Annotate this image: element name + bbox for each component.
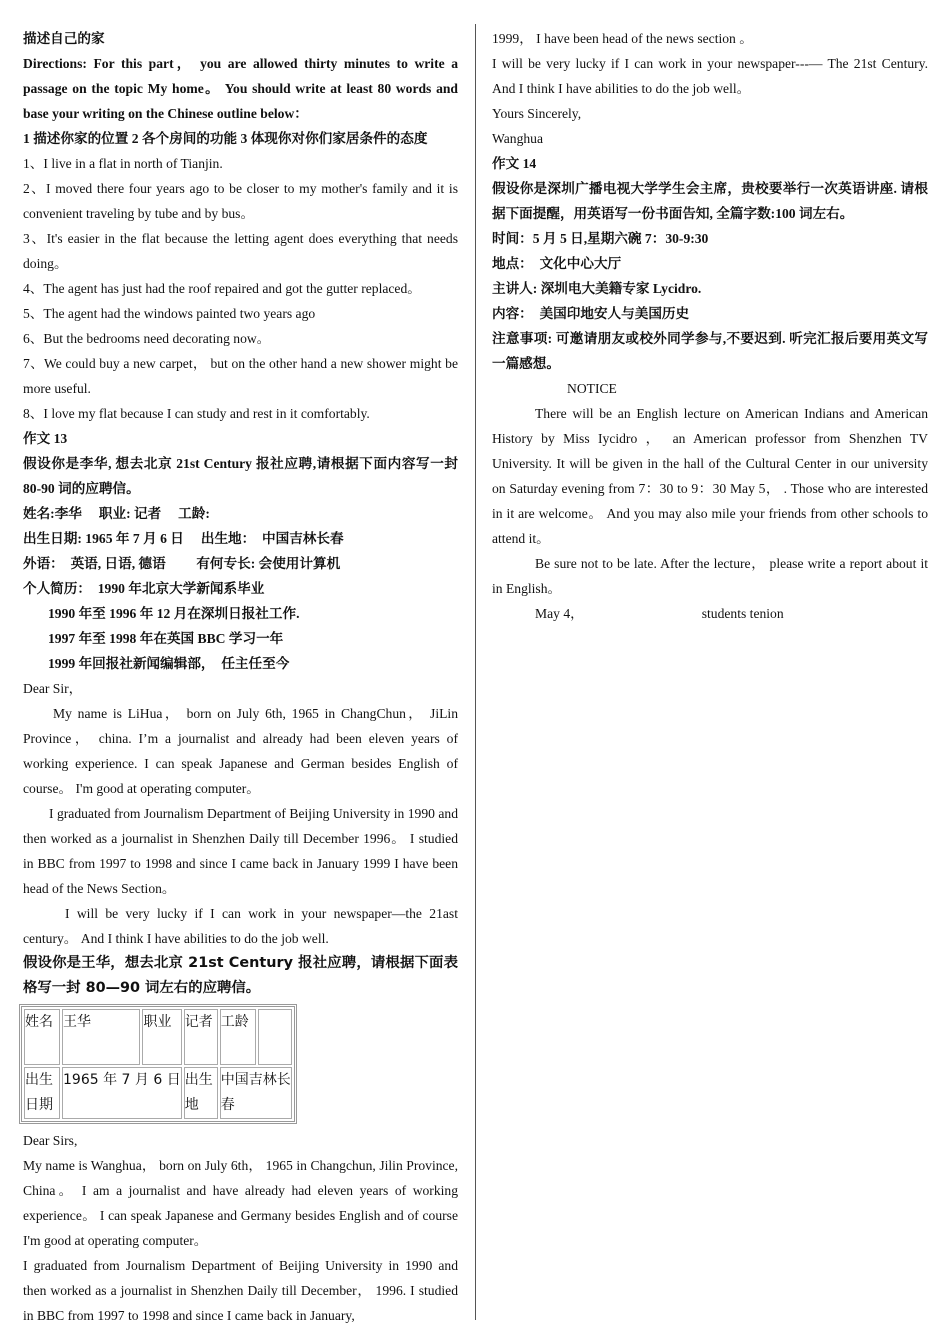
table-cell: 职业 bbox=[142, 1009, 181, 1065]
letter-paragraph: I will be very lucky if I can work in your newspaper—the 21ast century。 And I think I have abilities to do the job well. bbox=[23, 906, 458, 946]
info-line: 个人简历： 1990 年北京大学新闻系毕业 bbox=[23, 581, 265, 596]
table-cell: 记者 bbox=[184, 1009, 218, 1065]
closing: Yours Sincerely, bbox=[492, 106, 582, 121]
letter-paragraph: I graduated from Journalism Department of Beijing University in 1990 and then worked as a journalist in Shenzhen Daily till December， 1996. I studied in BBC from 1997 to 1998 and since I came back in January, bbox=[23, 1258, 458, 1323]
list-item: 3、It's easier in the flat because the letting agent does everything that needs doing。 bbox=[23, 231, 458, 271]
section-heading: 描述自己的家 bbox=[23, 31, 105, 46]
event-notes: 注意事项: 可邀请朋友或校外同学参与,不要迟到. 听完汇报后要用英文写一篇感想。 bbox=[492, 331, 928, 371]
notice-signoff bbox=[492, 601, 928, 626]
table-cell: 王华 bbox=[62, 1009, 140, 1065]
info-table bbox=[19, 1004, 297, 1124]
directions: Directions: For this part， you are allowed thirty minutes to write a passage on the topic My home。 You should write at least 80 words and base your writing on the Chinese outline below： bbox=[23, 56, 458, 121]
info-line: 外语： 英语, 日语, 德语 有何专长: 会使用计算机 bbox=[23, 556, 341, 571]
table-row bbox=[24, 1067, 292, 1119]
event-speaker: 主讲人: 深圳电大美籍专家 Lycidro. bbox=[492, 281, 702, 296]
signoff-name: students tenion bbox=[701, 606, 784, 621]
letter-continuation: I will be very lucky if I can work in your newspaper---— The 21st Century. And I think I have abilities to do the job well。 bbox=[492, 56, 928, 96]
table-cell: 出生地 bbox=[184, 1067, 218, 1119]
essay-title: 作文 14 bbox=[492, 156, 537, 171]
event-time: 时间：5 月 5 日,星期六碗 7：30-9:30 bbox=[492, 231, 709, 246]
essay-title: 作文 13 bbox=[23, 431, 68, 446]
table-cell: 1965 年 7 月 6 日 bbox=[62, 1067, 182, 1119]
outline: 1 描述你家的位置 2 各个房间的功能 3 体现你对你们家居条件的态度 bbox=[23, 131, 428, 146]
table-cell: 中国吉林长春 bbox=[220, 1067, 292, 1119]
notice-paragraph: There will be an English lecture on American Indians and American History by Miss Iycidro ， an American professor from Shenzhen TV University. It will be given in the hall of the Cultural Center in our university on Saturday evening from 7：30 to 9：30 May 5， . Those who are interested in it are welcome。 And you may also mile your friends from other schools to attend it。 bbox=[492, 406, 928, 546]
notice-paragraph: Be sure not to be late. After the lecture， please write a report about it in English。 bbox=[492, 556, 928, 596]
column-divider bbox=[475, 24, 476, 1320]
signature: Wanghua bbox=[492, 131, 543, 146]
table-cell: 工龄 bbox=[220, 1009, 256, 1065]
signoff-date: May 4， bbox=[535, 606, 584, 621]
list-item: 5、The agent had the windows painted two years ago bbox=[23, 306, 316, 321]
list-item: 7、We could buy a new carpet， but on the other hand a new shower might be more useful. bbox=[23, 356, 458, 396]
letter-paragraph: My name is LiHua， born on July 6th, 1965 in ChangChun， JiLin Province， china. I’m a journalist and already had been eleven years of working experience. I can speak Japanese and German besides English of course。 I'm good at operating computer。 bbox=[23, 706, 458, 796]
essay-prompt: 假设你是深圳广播电视大学学生会主席，贵校要举行一次英语讲座. 请根据下面提醒，用英语写一份书面告知, 全篇字数:100 词左右。 bbox=[492, 181, 928, 221]
list-item: 2、I moved there four years ago to be closer to my mother's family and it is convenient traveling by tube and by bus。 bbox=[23, 181, 458, 221]
info-line: 姓名:李华 职业: 记者 工龄: bbox=[23, 506, 210, 521]
left-column bbox=[23, 26, 458, 1328]
table-prompt: 假设你是王华，想去北京 21st Century 报社应聘，请根据下面表格写一封 80—90 词左右的应聘信。 bbox=[23, 955, 458, 996]
info-line: 出生日期: 1965 年 7 月 6 日 出生地： 中国吉林长春 bbox=[23, 531, 344, 546]
table-row bbox=[24, 1009, 292, 1065]
table-cell: 出生日期 bbox=[24, 1067, 60, 1119]
letter-continuation: 1999， I have been head of the news section 。 bbox=[492, 31, 753, 46]
right-column bbox=[492, 26, 928, 626]
resume-line: 1990 年至 1996 年 12 月在深圳日报社工作. bbox=[48, 606, 300, 621]
list-item: 4、The agent has just had the roof repaired and got the gutter replaced。 bbox=[23, 281, 421, 296]
letter-paragraph: My name is Wanghua， born on July 6th， 1965 in Changchun, Jilin Province, China。 I am a journalist and have already had eleven years of working experience。 I can speak Japanese and Germany besides English and of course I'm good at operating computer。 bbox=[23, 1158, 458, 1248]
resume-line: 1999 年回报社新闻编辑部， 任主任至今 bbox=[48, 656, 290, 671]
notice-title: NOTICE bbox=[567, 381, 617, 396]
event-place: 地点： 文化中心大厅 bbox=[492, 256, 622, 271]
table-cell: 姓名 bbox=[24, 1009, 60, 1065]
essay-prompt: 假设你是李华, 想去北京 21st Century 报社应聘,请根据下面内容写一封 80-90 词的应聘信。 bbox=[23, 456, 458, 496]
list-item: 6、But the bedrooms need decorating now。 bbox=[23, 331, 271, 346]
greeting: Dear Sirs, bbox=[23, 1133, 78, 1148]
resume-line: 1997 年至 1998 年在英国 BBC 学习一年 bbox=[48, 631, 284, 646]
table-cell bbox=[258, 1009, 292, 1065]
greeting: Dear Sir， bbox=[23, 681, 83, 696]
list-item: 1、I live in a flat in north of Tianjin. bbox=[23, 156, 223, 171]
event-content: 内容： 美国印地安人与美国历史 bbox=[492, 306, 690, 321]
list-item: 8、I love my flat because I can study and rest in it comfortably. bbox=[23, 406, 370, 421]
letter-paragraph: I graduated from Journalism Department of Beijing University in 1990 and then worked as a journalist in Shenzhen Daily till December 1996。 I studied in BBC from 1997 to 1998 and since I came back in January 1999 I have been head of the News Section。 bbox=[23, 806, 458, 896]
